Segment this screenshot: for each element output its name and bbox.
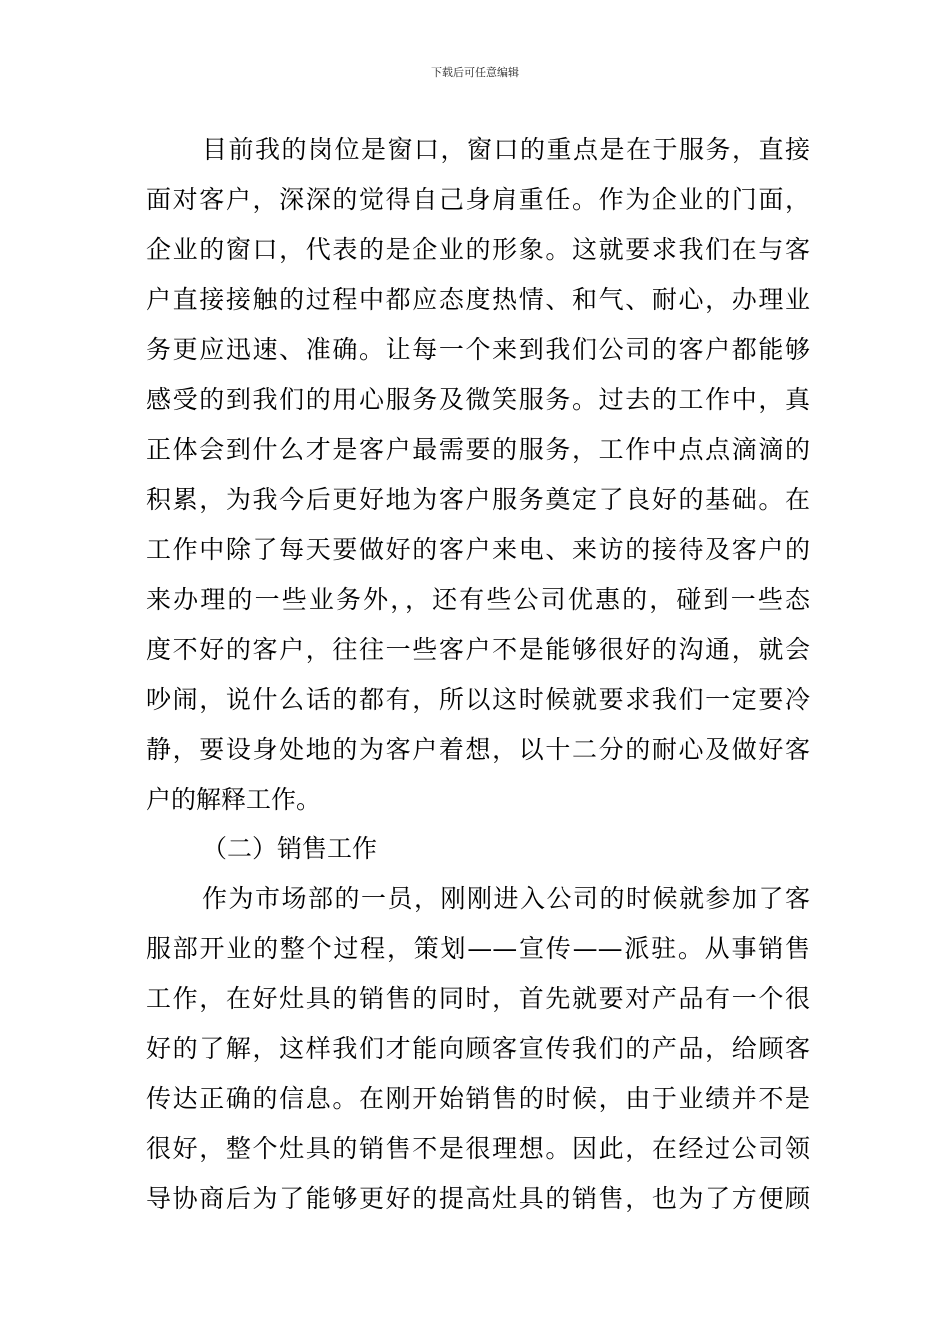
paragraph-line: 传达正确的信息。在刚开始销售的时候，由于业绩并不是 bbox=[146, 1084, 810, 1113]
paragraph-line: 好的了解，这样我们才能向顾客宣传我们的产品，给顾客 bbox=[146, 1034, 810, 1063]
section-heading: （二）销售工作 bbox=[202, 834, 378, 863]
paragraph-line: 静，要设身处地的为客户着想，以十二分的耐心及做好客 bbox=[146, 735, 810, 764]
paragraph-line: 务更应迅速、准确。让每一个来到我们公司的客户都能够 bbox=[146, 335, 810, 364]
paragraph-line: 服部开业的整个过程，策划——宣传——派驻。从事销售 bbox=[146, 934, 810, 963]
paragraph-line: 正体会到什么才是客户最需要的服务，工作中点点滴滴的 bbox=[146, 435, 810, 464]
paragraph-line: 工作中除了每天要做好的客户来电、来访的接待及客户的 bbox=[146, 535, 810, 564]
paragraph-line: 户直接接触的过程中都应态度热情、和气、耐心，办理业 bbox=[146, 285, 810, 314]
paragraph-line: 目前我的岗位是窗口，窗口的重点是在于服务，直接 bbox=[202, 135, 810, 164]
paragraph-line: 户的解释工作。 bbox=[146, 785, 322, 814]
paragraph-line: 工作，在好灶具的销售的同时，首先就要对产品有一个很 bbox=[146, 984, 810, 1013]
paragraph-line: 面对客户，深深的觉得自己身肩重任。作为企业的门面， bbox=[146, 185, 810, 214]
paragraph-line: 吵闹，说什么话的都有，所以这时候就要求我们一定要冷 bbox=[146, 685, 810, 714]
paragraph-line: 来办理的一些业务外，，还有些公司优惠的，碰到一些态 bbox=[146, 585, 810, 614]
paragraph-line: 作为市场部的一员，刚刚进入公司的时候就参加了客 bbox=[202, 884, 810, 913]
paragraph-line: 度不好的客户，往往一些客户不是能够很好的沟通，就会 bbox=[146, 635, 810, 664]
paragraph-line: 导协商后为了能够更好的提高灶具的销售，也为了方便顾 bbox=[146, 1184, 810, 1213]
paragraph-line: 感受的到我们的用心服务及微笑服务。过去的工作中，真 bbox=[146, 385, 810, 414]
paragraph-line: 企业的窗口，代表的是企业的形象。这就要求我们在与客 bbox=[146, 235, 810, 264]
paragraph-line: 很好，整个灶具的销售不是很理想。因此，在经过公司领 bbox=[146, 1134, 810, 1163]
paragraph-line: 积累，为我今后更好地为客户服务奠定了良好的基础。在 bbox=[146, 485, 810, 514]
page-header: 下载后可任意编辑 bbox=[431, 66, 519, 79]
